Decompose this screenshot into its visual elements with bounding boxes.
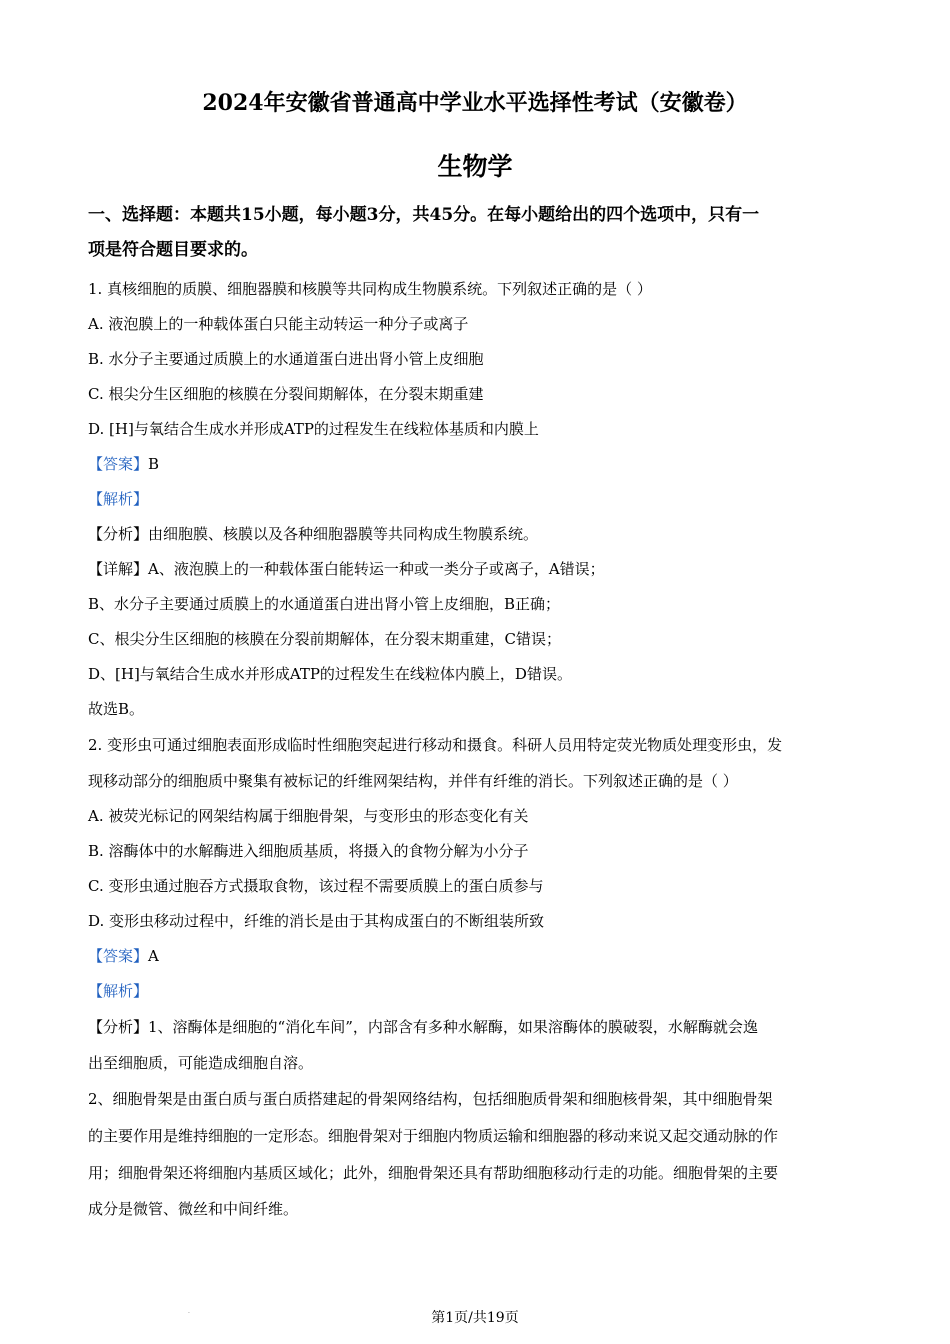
q1-detail-4: D、[H]与氧结合生成水并形成ATP的过程发生在线粒体内膜上，D错误。 bbox=[88, 665, 572, 683]
answer-value: A bbox=[148, 947, 159, 965]
q1-stem: 1. 真核细胞的质膜、细胞器膜和核膜等共同构成生物膜系统。下列叙述正确的是（ ） bbox=[88, 280, 652, 298]
q2-option-b: B. 溶酶体中的水解酶进入细胞质基质，将摄入的食物分解为小分子 bbox=[88, 842, 529, 860]
q2-analysis-2: 出至细胞质，可能造成细胞自溶。 bbox=[88, 1054, 314, 1072]
section-heading-line-1: 一、选择题：本题共15小题，每小题3分，共45分。在每小题给出的四个选项中，只有一 bbox=[88, 205, 760, 225]
q1-analysis: 【分析】由细胞膜、核膜以及各种细胞器膜等共同构成生物膜系统。 bbox=[88, 525, 539, 543]
answer-value: B bbox=[148, 455, 160, 473]
q2-stem-1: 2. 变形虫可通过细胞表面形成临时性细胞突起进行移动和摄食。科研人员用特定荧光物质处理变形虫，发 bbox=[88, 736, 783, 754]
q1-option-d: D. [H]与氧结合生成水并形成ATP的过程发生在线粒体基质和内膜上 bbox=[88, 420, 539, 438]
q1-detail-1: 【详解】A、液泡膜上的一种载体蛋白能转运一种或一类分子或离子，A错误； bbox=[88, 560, 605, 578]
q1-option-b: B. 水分子主要通过质膜上的水通道蛋白进出肾小管上皮细胞 bbox=[88, 350, 484, 368]
page-speck: . bbox=[188, 1308, 190, 1315]
exam-title: 2024年安徽省普通高中学业水平选择性考试（安徽卷） bbox=[202, 90, 748, 116]
q1-detail-2: B、水分子主要通过质膜上的水通道蛋白进出肾小管上皮细胞，B正确； bbox=[88, 595, 561, 613]
q2-analysis-4: 的主要作用是维持细胞的一定形态。细胞骨架对于细胞内物质运输和细胞器的移动来说又起交通动脉的作 bbox=[88, 1127, 779, 1145]
q2-option-d: D. 变形虫移动过程中，纤维的消长是由于其构成蛋白的不断组装所致 bbox=[88, 912, 545, 930]
q1-conclusion: 故选B。 bbox=[88, 700, 145, 718]
q2-analysis-1: 【分析】1、溶酶体是细胞的“消化车间”，内部含有多种水解酶，如果溶酶体的膜破裂，水解酶就会逸 bbox=[88, 1018, 758, 1036]
q1-analysis-tag: 【解析】 bbox=[88, 490, 149, 508]
q2-option-a: A. 被荧光标记的网架结构属于细胞骨架，与变形虫的形态变化有关 bbox=[88, 807, 529, 825]
q2-analysis-tag: 【解析】 bbox=[88, 982, 149, 1000]
subject-title: 生物学 bbox=[437, 152, 513, 181]
q2-analysis-5: 用；细胞骨架还将细胞内基质区域化；此外，细胞骨架还具有帮助细胞移动行走的功能。细胞骨架的主要 bbox=[88, 1164, 779, 1182]
q2-answer bbox=[88, 946, 159, 966]
q2-analysis-6: 成分是微管、微丝和中间纤维。 bbox=[88, 1200, 299, 1218]
q1-detail-3: C、根尖分生区细胞的核膜在分裂前期解体，在分裂末期重建，C错误； bbox=[88, 630, 561, 648]
q1-option-a: A. 液泡膜上的一种载体蛋白只能主动转运一种分子或离子 bbox=[88, 315, 469, 333]
q2-option-c: C. 变形虫通过胞吞方式摄取食物，该过程不需要质膜上的蛋白质参与 bbox=[88, 877, 544, 895]
q1-option-c: C. 根尖分生区细胞的核膜在分裂间期解体，在分裂末期重建 bbox=[88, 385, 484, 403]
answer-tag: 【答案】 bbox=[88, 947, 149, 965]
page-number: 第1页/共19页 bbox=[431, 1310, 519, 1326]
q2-stem-2: 现移动部分的细胞质中聚集有被标记的纤维网架结构，并伴有纤维的消长。下列叙述正确的是（ ） bbox=[88, 772, 738, 790]
section-heading bbox=[88, 198, 858, 268]
answer-tag: 【答案】 bbox=[88, 455, 149, 473]
q2-analysis-3: 2、细胞骨架是由蛋白质与蛋白质搭建起的骨架网络结构，包括细胞质骨架和细胞核骨架，其中细胞骨架 bbox=[88, 1090, 773, 1108]
q1-answer bbox=[88, 454, 159, 474]
section-heading-line-2: 项是符合题目要求的。 bbox=[88, 240, 258, 260]
